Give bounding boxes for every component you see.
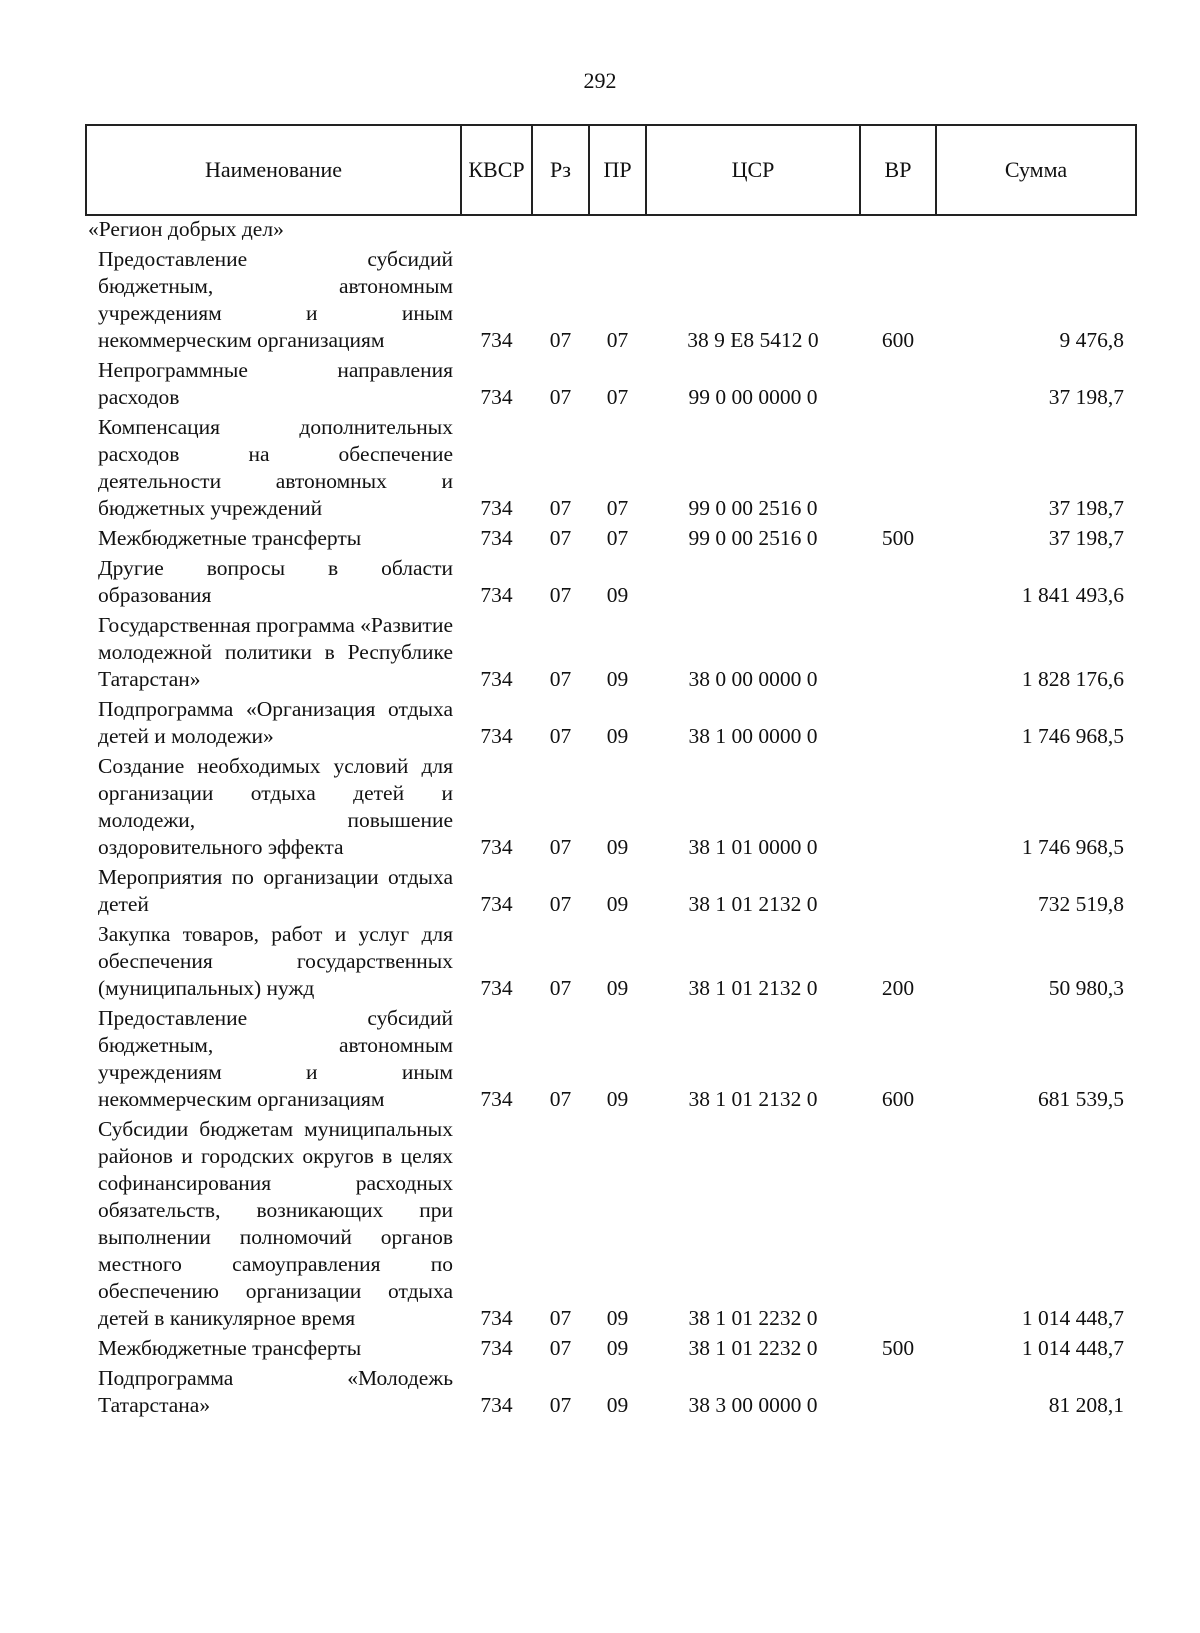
row-csr (646, 215, 860, 246)
row-name: Субсидии бюджетам муниципальных районов и городских округов в целях софинансирования расходных обязательств, возникающих при выполнении полномочий органов местного самоуправления по обеспечению организации отдыха детей в каникулярное время (98, 1117, 453, 1330)
row-csr: 99 0 00 2516 0 (688, 526, 818, 550)
table-row (86, 357, 1136, 414)
row-vr (860, 555, 936, 612)
row-kvsr: 734 (480, 724, 513, 748)
table-row (86, 1365, 1136, 1422)
row-name: Другие вопросы в области образования (98, 556, 453, 607)
row-name: Закупка товаров, работ и услуг для обеспечения государственных (муниципальных) нужд (98, 922, 453, 1000)
table-row (86, 555, 1136, 612)
row-vr: 500 (881, 526, 915, 550)
row-kvsr: 734 (480, 835, 513, 859)
table-row (86, 1005, 1136, 1116)
row-sum: 1 014 448,7 (1021, 1306, 1124, 1330)
row-name: Подпрограмма «Молодежь Татарстана» (98, 1366, 453, 1417)
row-rz: 07 (549, 892, 572, 916)
row-csr: 38 9 E8 5412 0 (687, 328, 819, 352)
row-rz: 07 (549, 328, 572, 352)
row-csr: 38 1 01 0000 0 (688, 835, 818, 859)
row-rz: 07 (549, 976, 572, 1000)
row-rz: 07 (549, 1393, 572, 1417)
row-sum: 1 746 968,5 (1021, 724, 1124, 748)
row-csr: 99 0 00 0000 0 (688, 385, 818, 409)
row-rz: 07 (549, 1336, 572, 1360)
row-vr (860, 753, 936, 864)
row-pr: 09 (606, 1306, 629, 1330)
row-name: Мероприятия по организации отдыха детей (98, 865, 453, 916)
row-pr: 09 (606, 583, 629, 607)
row-kvsr (461, 215, 532, 246)
row-kvsr: 734 (480, 1306, 513, 1330)
row-csr (646, 555, 860, 612)
row-name: Межбюджетные трансферты (98, 1336, 362, 1360)
header-csr: ЦСР (646, 125, 860, 215)
row-sum: 681 539,5 (1038, 1087, 1124, 1111)
row-rz: 07 (549, 724, 572, 748)
row-rz: 07 (549, 496, 572, 520)
budget-table (85, 124, 1137, 1422)
row-sum: 1 014 448,7 (1021, 1336, 1124, 1360)
row-kvsr: 734 (480, 976, 513, 1000)
row-name: Непрограммные направления расходов (98, 358, 453, 409)
row-pr (589, 215, 646, 246)
row-name: Предоставление субсидий бюджетным, автономным учреждениям и иным некоммерческим организациям (98, 1006, 453, 1111)
row-kvsr: 734 (480, 892, 513, 916)
row-pr: 09 (606, 667, 629, 691)
row-vr: 600 (881, 1087, 915, 1111)
header-vr: ВР (860, 125, 936, 215)
row-pr: 07 (606, 496, 629, 520)
row-pr: 09 (606, 1336, 629, 1360)
row-pr: 09 (606, 724, 629, 748)
row-name: Предоставление субсидий бюджетным, автономным учреждениям и иным некоммерческим организациям (98, 247, 453, 352)
table-row (86, 525, 1136, 555)
row-kvsr: 734 (480, 385, 513, 409)
table-row (86, 696, 1136, 753)
row-vr (860, 414, 936, 525)
row-name: Компенсация дополнительных расходов на обеспечение деятельности автономных и бюджетных учреждений (98, 415, 453, 520)
row-kvsr: 734 (480, 1087, 513, 1111)
table-body (86, 215, 1136, 1422)
header-name: Наименование (86, 125, 461, 215)
table-row (86, 246, 1136, 357)
row-rz: 07 (549, 667, 572, 691)
row-sum: 50 980,3 (1048, 976, 1124, 1000)
row-vr: 600 (881, 328, 915, 352)
row-csr: 38 3 00 0000 0 (688, 1393, 818, 1417)
row-name: «Регион добрых дел» (88, 217, 284, 241)
row-vr (860, 696, 936, 753)
row-name: Создание необходимых условий для организации отдыха детей и молодежи, повышение оздоровительного эффекта (98, 754, 453, 859)
row-pr: 07 (606, 385, 629, 409)
header-kvsr: КВСР (461, 125, 532, 215)
row-kvsr: 734 (480, 496, 513, 520)
page-number: 292 (583, 68, 617, 93)
row-sum: 1 746 968,5 (1021, 835, 1124, 859)
row-vr (860, 357, 936, 414)
row-pr: 09 (606, 892, 629, 916)
row-vr (860, 215, 936, 246)
row-sum: 37 198,7 (1048, 496, 1124, 520)
row-kvsr: 734 (480, 1393, 513, 1417)
row-vr (860, 864, 936, 921)
header-pr: ПР (589, 125, 646, 215)
row-name: Подпрограмма «Организация отдыха детей и молодежи» (98, 697, 453, 748)
row-csr: 99 0 00 2516 0 (688, 496, 818, 520)
row-name: Государственная программа «Развитие молодежной политики в Республике Татарстан» (98, 613, 453, 691)
row-csr: 38 0 00 0000 0 (688, 667, 818, 691)
row-vr: 200 (881, 976, 915, 1000)
row-csr: 38 1 01 2232 0 (688, 1306, 818, 1330)
row-csr: 38 1 01 2132 0 (688, 1087, 818, 1111)
row-rz (532, 215, 589, 246)
row-pr: 09 (606, 1393, 629, 1417)
header-rz: Рз (532, 125, 589, 215)
row-rz: 07 (549, 835, 572, 859)
row-csr: 38 1 01 2132 0 (688, 976, 818, 1000)
row-csr: 38 1 00 0000 0 (688, 724, 818, 748)
row-vr (860, 612, 936, 696)
row-pr: 07 (606, 526, 629, 550)
row-name: Межбюджетные трансферты (98, 526, 362, 550)
row-kvsr: 734 (480, 1336, 513, 1360)
row-sum: 81 208,1 (1048, 1393, 1124, 1417)
table-row (86, 414, 1136, 525)
row-vr (860, 1116, 936, 1335)
row-kvsr: 734 (480, 583, 513, 607)
row-kvsr: 734 (480, 526, 513, 550)
row-vr: 500 (881, 1336, 915, 1360)
row-kvsr: 734 (480, 667, 513, 691)
header-sum: Сумма (936, 125, 1136, 215)
row-sum: 37 198,7 (1048, 526, 1124, 550)
row-rz: 07 (549, 526, 572, 550)
table-header-row (86, 125, 1136, 215)
table-row (86, 1116, 1136, 1335)
row-rz: 07 (549, 583, 572, 607)
row-pr: 07 (606, 328, 629, 352)
row-csr: 38 1 01 2132 0 (688, 892, 818, 916)
row-rz: 07 (549, 385, 572, 409)
row-pr: 09 (606, 835, 629, 859)
table-row (86, 1335, 1136, 1365)
table-row (86, 215, 1136, 246)
table-row (86, 921, 1136, 1005)
row-csr: 38 1 01 2232 0 (688, 1336, 818, 1360)
row-sum (936, 215, 1136, 246)
row-sum: 732 519,8 (1038, 892, 1124, 916)
table-row (86, 864, 1136, 921)
table-row (86, 753, 1136, 864)
row-sum: 1 828 176,6 (1021, 667, 1124, 691)
row-pr: 09 (606, 976, 629, 1000)
row-sum: 1 841 493,6 (1021, 583, 1124, 607)
row-pr: 09 (606, 1087, 629, 1111)
row-sum: 9 476,8 (1059, 328, 1124, 352)
row-rz: 07 (549, 1306, 572, 1330)
row-rz: 07 (549, 1087, 572, 1111)
row-sum: 37 198,7 (1048, 385, 1124, 409)
row-kvsr: 734 (480, 328, 513, 352)
table-row (86, 612, 1136, 696)
row-vr (860, 1365, 936, 1422)
